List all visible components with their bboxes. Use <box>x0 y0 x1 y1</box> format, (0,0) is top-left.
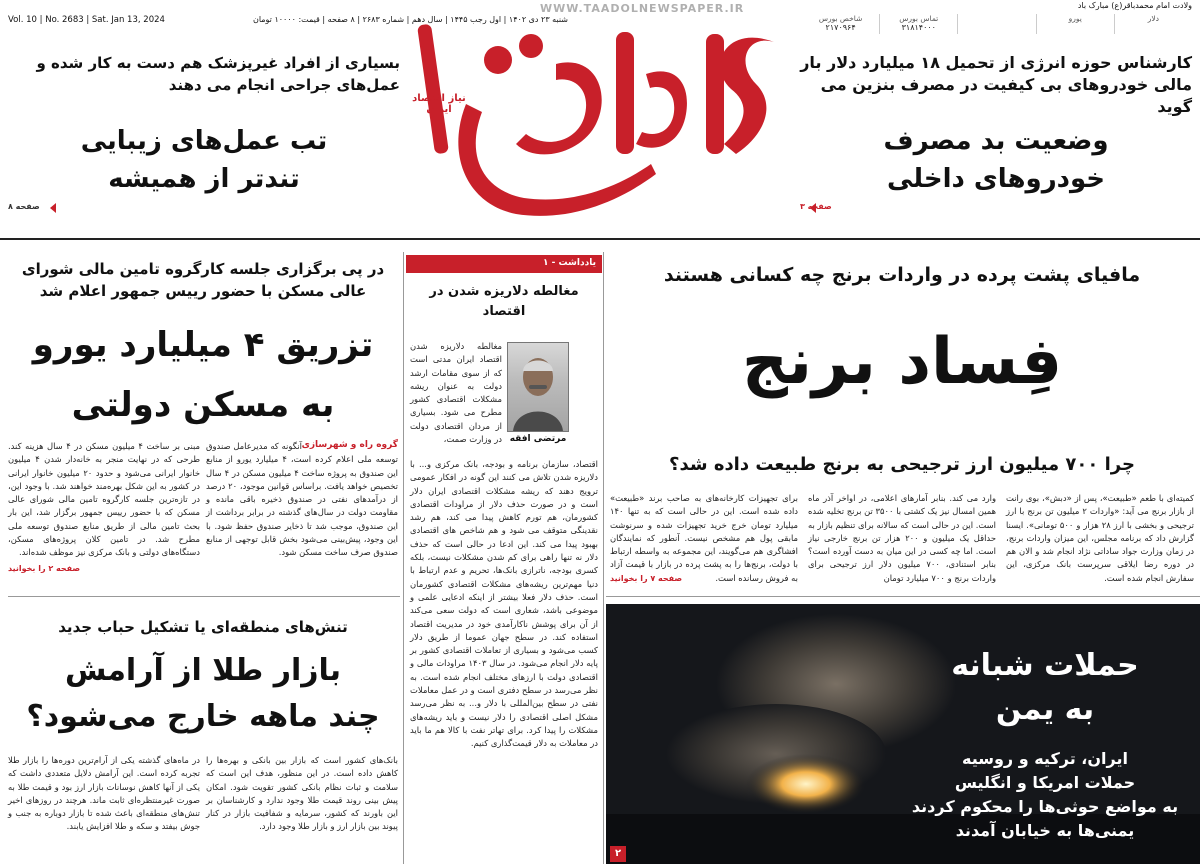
gold-kicker: تنش‌های منطقه‌ای یا تشکیل حباب جدید <box>58 618 348 636</box>
market-ticker <box>802 14 1192 34</box>
page-number: ۲ <box>610 846 626 862</box>
housing-kicker: در پی برگزاری جلسه کارگروه تامین مالی شورای عالی مسکن با حضور رییس جمهور اعلام شد <box>21 260 385 300</box>
housing-group: گروه راه و شهرسازی <box>301 440 398 450</box>
note-header <box>406 255 602 273</box>
yemen-deck-4: یمنی‌ها به خیابان آمدند <box>955 821 1135 840</box>
dateline-persian: شنبه ۲۳ دی ۱۴۰۲ | اول رجب ۱۴۴۵ | سال دهم | شماره ۲۶۸۳ | ۸ صفحه | قیمت: ۱۰۰۰۰ تومان <box>252 15 568 24</box>
page-ref-arrow-icon <box>50 203 56 213</box>
rice-kicker: مافیای پشت پرده در واردات برنج چه کسانی هستند <box>663 264 1141 286</box>
note-label: یادداشت - ۱ <box>543 258 596 268</box>
cosmetic-kicker: بسیاری از افراد غیرپزشک هم دست به کار شده و عمل‌های جراحی انجام می دهند <box>36 54 400 94</box>
car-fuel-kicker: کارشناس حوزه انرژی از تحمیل ۱۸ میلیارد دلار بار مالی خودروهای بی کیفیت در مصرف بنزین می گوید <box>800 53 1192 116</box>
story-cosmetic-surgery[interactable] <box>8 52 400 222</box>
author-photo <box>507 342 569 432</box>
yemen-headline-2[interactable]: به یمن <box>995 692 1095 727</box>
housing-page-ref[interactable]: صفحه ۲ را بخوانید <box>8 564 81 573</box>
yemen-headline-1[interactable]: حملات شبانه <box>951 648 1139 683</box>
gold-col-right: بانک‌های کشور است که بازار بین بانکی و بهره‌ها را کاهش داده است. در این منظور، هدف این است که سلامت و ثبات نظام بانکی کشور تقویت شود. امکان پیش بینی روند قیمت طلا وجود ندارد و کارشناسان بر این باورند که کشور، سرمایه و شفافیت بازار در کنار پیوند بین بازار ارز و بازار طلا وجود دارد. <box>206 755 398 832</box>
cosmetic-page-ref[interactable]: صفحه ۸ <box>8 202 40 211</box>
housing-col-right: آنگونه که مدیرعامل صندوق توسعه ملی اعلام کرده است، ۴ میلیارد یورو از منابع این صندوق به پروژه ساخت ۴ میلیون مسکن در ۴ سال تخصیص خواهد یافت. براساس قوانین موجود، ۲۰ درصد از درآمدهای نفتی در صندوق ذخیره باقی مانده و مقاومت دولت در سال‌های گذشته در برابر برداشت از این صندوق، موجب شد تا ذخایر صندوق حفظ شود. با این وجود، پیش‌بینی می‌شود بخش قابل توجهی از منابع صندوق صرف ساخت مسکن شود. <box>206 441 399 558</box>
note-side-text: مغالطه دلاریزه شدن اقتصاد ایران مدتی است که از سوی مقامات ارشد دولت به عنوان ریشه مشکلات اقتصادی کشور مطرح می شود. بسیاری از مردان اقتصادی دولت در وزارت صمت، <box>410 341 502 445</box>
rice-col-3: برای تجهیزات کارخانه‌های به صاحب برند «طبیعت» داده شده است. این در حالی است که به تنها ۱۴۰ میلیارد تومان خرج خرید تجهیزات شده و سرنوشت مابقی پول هم مشخص نیست. آنطور که نمایندگان افشاگری هم می‌گویند، این مجموعه به واسطه ارتباط با دولت، برنج‌ها را به پشت پرده در بازار با قیمت آزاد به فروش رسانده است. <box>610 493 798 583</box>
page-ref-arrow-icon <box>810 203 816 213</box>
market-dollar: دلار <box>1114 14 1192 34</box>
yemen-deck-1: ایران، ترکیه و روسیه <box>962 749 1128 768</box>
author-portrait-icon <box>508 343 568 431</box>
housing-divider <box>8 596 400 597</box>
cosmetic-headline-2: تندتر از همیشه <box>108 164 300 194</box>
newspaper-logo <box>406 4 790 226</box>
market-empty <box>957 14 1035 34</box>
rice-page-ref[interactable]: صفحه ۷ را بخوانید <box>610 574 683 583</box>
author-name: مرتضی افقه <box>509 434 567 444</box>
yemen-deck-2: حملات امریکا و انگلیس <box>954 773 1136 792</box>
rice-divider <box>606 596 1200 597</box>
cosmetic-headline-1: تب عمل‌های زیبایی <box>80 126 328 156</box>
divider-v-right <box>603 252 604 864</box>
market-exchange-phone: تماس بورس ۳۱۸۱۴۰۰۰ <box>879 14 957 34</box>
logo-slogan: نیاز اقتصاد ایران <box>412 93 466 115</box>
market-exchange-index: شاخص بورس ۲۱۷۰۹۶۴ <box>818 14 863 32</box>
divider-v-left <box>403 252 404 864</box>
logo-mark <box>406 4 790 226</box>
note-title[interactable]: مغالطه دلاریزه شدن در اقتصاد <box>429 284 579 319</box>
market-euro: یورو <box>1036 14 1114 34</box>
rice-headline[interactable]: فِساد برنج <box>741 325 1063 399</box>
divider-top <box>0 238 1200 240</box>
car-fuel-page-ref[interactable]: صفحه ۳ <box>800 202 832 211</box>
rice-col-1: کمیته‌ای با طعم «طبیعت»، پس از «دبش»، بوی رانت از بازار برنج می آید: «واردات ۲ میلیون تن برنج با ارز ترجیحی و بخشی با ارز ۲۸ هزار و ۵۰۰ تومانی». ایسنا گزارش داد که برنامه مجلس، این میزان واردات برنج، در زمان وزارت جواد ساداتی نژاد انجام شد و الان هم در دوره رضا ایلاقی سرپرست بانک مرکزی، این سفارش انجام شده است. <box>1006 493 1195 583</box>
yemen-deck-3: به مواضع حوثی‌ها را محکوم کردند <box>911 797 1179 816</box>
rice-deck: چرا ۷۰۰ میلیون ارز ترجیحی به برنج طبیعت داده شد؟ <box>669 454 1135 475</box>
car-fuel-headline-2: خودروهای داخلی <box>886 164 1106 194</box>
rice-col-2: وارد می کند. بنابر آمارهای اعلامی، در اواخر آذر ماه همین امسال نیز یک کشتی با ۳۵۰۰ تن برنج تخلیه شده است. این در حالی است که سالانه برای تنظیم بازار به حداقل یک میلیون و ۲۰۰ هزار تن برنج خارجی نیاز است. اما چه کسی در این میان به دست آورده است؟ بنابر استنادی، ۷۰۰ میلیون دلار ارز ترجیحی برای واردات برنج و ۷۰۰ میلیارد تومان <box>808 493 997 583</box>
housing-col-left: مبنی بر ساخت ۴ میلیون مسکن در ۴ سال هزینه کند. طرحی که در نهایت منجر به خانه‌دار شدن ۴ میلیون خانوار ایرانی می‌شود و حدود ۲۰ میلیون خانوار ایرانی در کشور به این شکل بهره‌مند خواهند شد. با وجود این، در تازه‌ترین جلسه کارگروه تامین مالی شورای عالی مسکن که با حضور رییس جمهور برگزار شد، این بار بحث تامین مالی از طریق منابع صندوق توسعه ملی مطرح شد. در تامین کلان پروژه‌های مسکن، دستگاه‌های دولتی و بانک مرکزی نیز موظف شده‌اند. <box>8 441 200 558</box>
housing-headline-2[interactable]: به مسکن دولتی <box>71 385 335 425</box>
gold-headline-1[interactable]: بازار طلا از آرامش <box>64 653 342 688</box>
dateline-english: Vol. 10 | No. 2683 | Sat. Jan 13, 2024 <box>8 15 165 25</box>
gold-col-left: در ماه‌های گذشته یکی از آرام‌ترین دوره‌ها را بازار طلا تجربه کرده است. این آرامش دلایل متعددی داشت که یکی از آنها کاهش نوسانات بازار ارز بود و قیمت طلا به صورت غیرمنتظره‌ای ثابت ماند. هرچند در روزهای اخیر تنش‌های منطقه‌ای باعث شده تا بازار دوباره به جنب و جوش بیفتد و سکه و طلا افزایش یابند. <box>8 755 200 832</box>
housing-headline-1[interactable]: تزریق ۴ میلیارد یورو <box>32 325 374 365</box>
gold-headline-2[interactable]: چند ماهه خارج می‌شود؟ <box>26 699 380 734</box>
note-body-text: اقتصاد، سازمان برنامه و بودجه، بانک مرکزی و... با دلاریزه شدن تلاش می کنند این گونه در افکار عمومی ترویج دهند که ریشه مشکلات اقتصادی ایران دلار است و در صورت حذف دلار از مراودات اقتصادی کشورمان، هم تورم کاهش پیدا می کند، هم رشد نقدینگی متوقف می شود و هم شاخص های اقتصادی بهبود پیدا می کند. این ادعا در حالی است که حذف دلار نه تنها راهی برای کم شدن مشکلات نیست، بلکه کسری بودجه، ناترازی بانک‌ها، تحریم و عدم ارتباط با دنیا مهم‌ترین ریشه‌های مشکلات اقتصادی کشورمان است. حذف دلار فعلا بیشتر از اینکه ادعایی علمی و موضوعی باشد، شعاری است که دولت سعی می‌کند از آن برای پوشش ناکارآمدی خود در مدیریت اقتصاد استفاده کند. در سطح جهان عموما از طریق دلار کسب می‌شود و بسیاری از تعاملات اقتصادی کشور بر پایه دلار انجام می‌شود. در سال ۱۴۰۳ مراودات مالی و اقتصادی دولت با ارزهای مختلف انجام شده است. به نظر می‌رسد در سطح دفتری است و در عمل معاملات نفتی در سطح بین‌المللی با دلار و... به نظر می‌رسد مشکل اصلی اقتصادی را دلار نیست و باید ریشه‌های مشکلات را پیدا کرد. برای تهاتر نفت با کالا هم ما باید در معاملات به دلار قیمت‌گذاری کنیم. <box>410 459 598 749</box>
story-car-fuel[interactable] <box>800 52 1192 222</box>
site-url[interactable]: WWW.TAADOLNEWSPAPER.IR <box>540 2 745 15</box>
occasion-line: ولادت امام محمدباقر(ع) مبارک باد <box>1077 1 1192 10</box>
car-fuel-headline-1: وضعیت بد مصرف <box>883 126 1109 156</box>
